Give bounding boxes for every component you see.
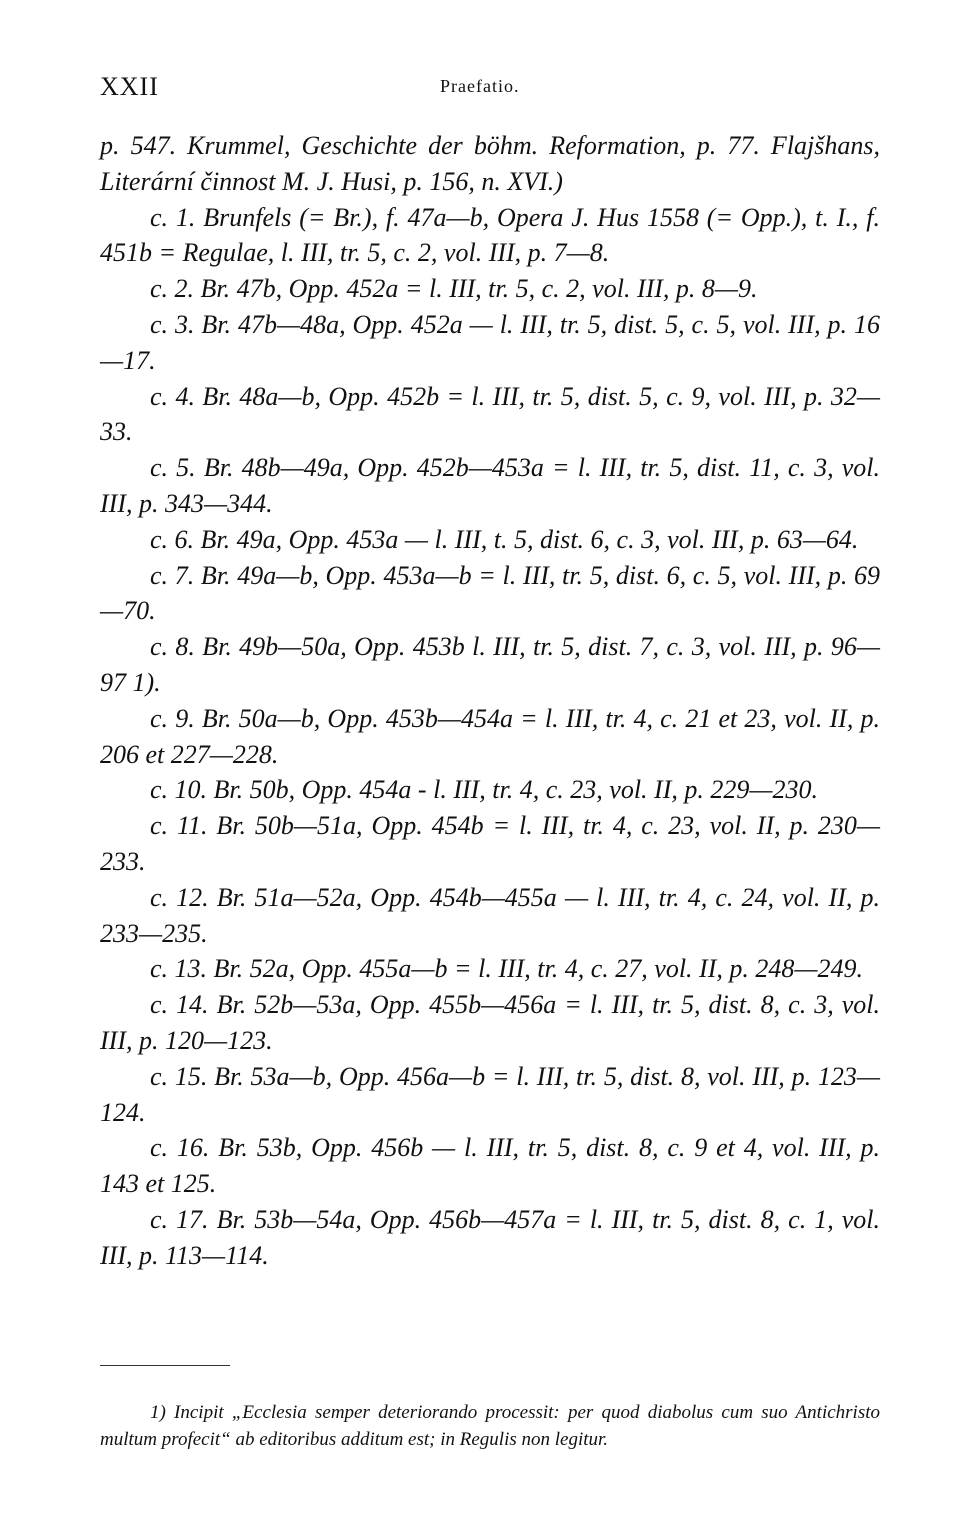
footnote: 1) Incipit „Ecclesia semper deteriorando processit: per quod diabolus cum suo Antichristo multum profecit“ ab editoribus additum est; in Regulis non legitur. [100, 1402, 880, 1450]
paragraph: c. 12. Br. 51a—52a, Opp. 454b—455a — l. III, tr. 4, c. 24, vol. II, p. 233—235. [100, 882, 880, 948]
paragraph: c. 6. Br. 49a, Opp. 453a — l. III, t. 5, dist. 6, c. 3, vol. III, p. 63—64. [150, 524, 859, 554]
paragraph: c. 16. Br. 53b, Opp. 456b — l. III, tr. 5, dist. 8, c. 9 et 4, vol. III, p. 143 et 125. [100, 1133, 880, 1199]
folio-number: XXII [100, 72, 159, 101]
paragraph: c. 5. Br. 48b—49a, Opp. 452b—453a = l. III, tr. 5, dist. 11, c. 3, vol. III, p. 343—344. [100, 453, 880, 518]
paragraph: p. 547. Krummel, Geschichte der böhm. Reformation, p. 77. Flajšhans, Literární činnost M. J. Husi, p. 156, n. XVI.) [100, 131, 880, 196]
paragraph: c. 3. Br. 47b—48a, Opp. 452a — l. III, tr. 5, dist. 5, c. 5, vol. III, p. 16—17. [100, 309, 880, 375]
paragraph: c. 4. Br. 48a—b, Opp. 452b = l. III, tr. 5, dist. 5, c. 9, vol. III, p. 32—33. [100, 381, 880, 447]
paragraph: c. 15. Br. 53a—b, Opp. 456a—b = l. III, tr. 5, dist. 8, vol. III, p. 123—124. [100, 1061, 880, 1127]
footnote-divider [100, 1365, 230, 1366]
paragraph: c. 1. Brunfels (= Br.), f. 47a—b, Opera J. Hus 1558 (= Opp.), t. I., f. 451b = Regulae, l. III, tr. 5, c. 2, vol. III, p. 7—8. [100, 202, 880, 268]
body-text [100, 128, 880, 1274]
paragraph: c. 13. Br. 52a, Opp. 455a—b = l. III, tr. 4, c. 27, vol. II, p. 248—249. [150, 954, 863, 984]
running-title: Praefatio. [440, 76, 520, 96]
paragraph: c. 8. Br. 49b—50a, Opp. 453b l. III, tr. 5, dist. 7, c. 3, vol. III, p. 96—97 1). [100, 632, 880, 697]
paragraph: c. 11. Br. 50b—51a, Opp. 454b = l. III, tr. 4, c. 23, vol. II, p. 230—233. [100, 811, 880, 876]
paragraph: c. 14. Br. 52b—53a, Opp. 455b—456a = l. III, tr. 5, dist. 8, c. 3, vol. III, p. 120—123. [100, 990, 880, 1055]
paragraph: c. 17. Br. 53b—54a, Opp. 456b—457a = l. III, tr. 5, dist. 8, c. 1, vol. III, p. 113—114. [100, 1204, 880, 1270]
paragraph: c. 2. Br. 47b, Opp. 452a = l. III, tr. 5, c. 2, vol. III, p. 8—9. [150, 274, 758, 304]
page-header [100, 72, 880, 112]
paragraph: c. 7. Br. 49a—b, Opp. 453a—b = l. III, tr. 5, dist. 6, c. 5, vol. III, p. 69—70. [100, 560, 880, 626]
paragraph: c. 9. Br. 50a—b, Opp. 453b—454a = l. III, tr. 4, c. 21 et 23, vol. II, p. 206 et 227—228. [100, 703, 880, 769]
paragraph: c. 10. Br. 50b, Opp. 454a - l. III, tr. 4, c. 23, vol. II, p. 229—230. [150, 775, 818, 805]
